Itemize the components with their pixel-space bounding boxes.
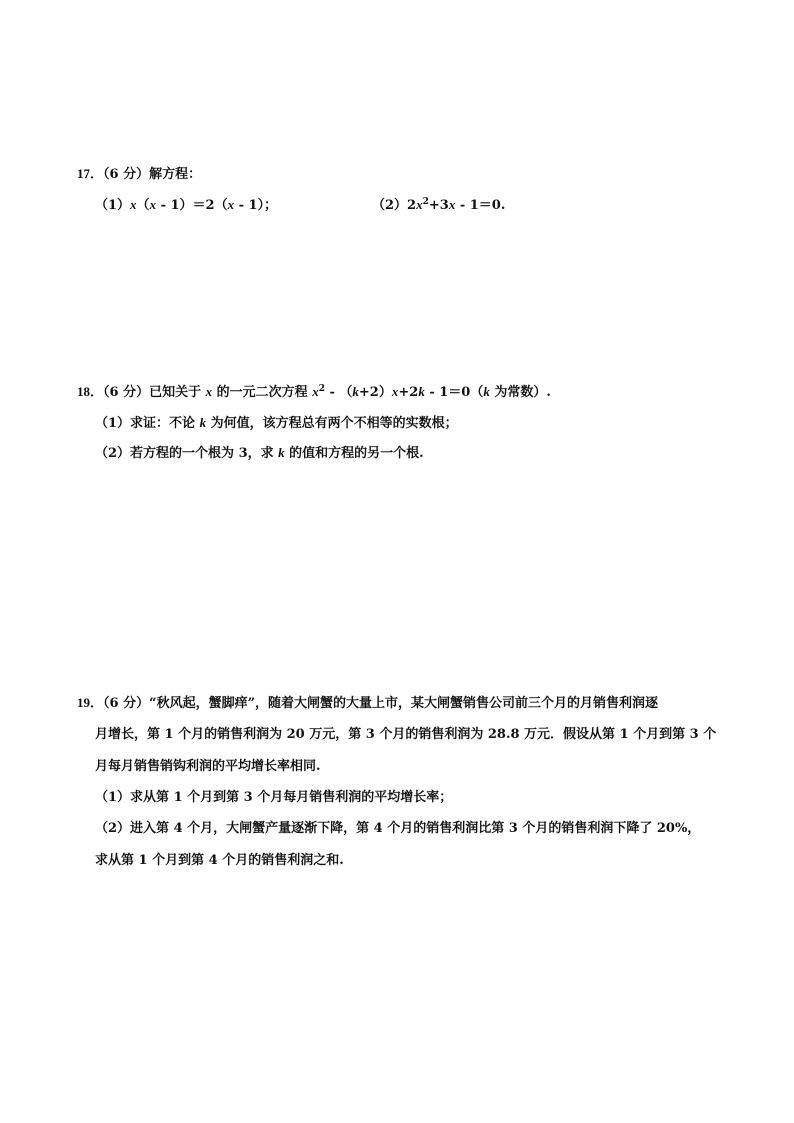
q17-part2-text: - 1＝0. — [455, 198, 506, 213]
q17-heading — [77, 165, 201, 184]
var-k: k — [418, 384, 425, 399]
q19-line2: 月增长，第 1 个月的销售利润为 20 万元，第 3 个月的销售利润为 28.8 万元．假设从第 1 个月到第 3 个 — [95, 727, 717, 742]
q17-part1-text: - 1）＝2（ — [156, 198, 228, 213]
q18-part1 — [95, 414, 458, 433]
var-x: x — [391, 384, 399, 399]
q18-part1-text: （1）求证：不论 — [95, 416, 200, 431]
var-x: x — [130, 197, 137, 212]
var-k: k — [278, 445, 285, 460]
q19-part2: （2）进入第 4 个月，大闸蟹产量逐渐下降，第 4 个月的销售利润比第 3 个月的销售利润下降了 20%， — [95, 821, 701, 836]
q19-line3: 月每月销售销钩利润的平均增长率相同. — [95, 759, 321, 774]
q17-part1-text: - 1）； — [234, 198, 278, 213]
q17-part2-text: +3 — [428, 198, 449, 213]
q17-score: （6 分） — [103, 167, 150, 182]
var-x: x — [448, 197, 456, 212]
q18-stem: 已知关于 — [149, 385, 206, 400]
var-x: x — [149, 197, 157, 212]
q17-part2-text: 2 — [407, 198, 417, 213]
q18-part2-text: 的值和方程的另一个根. — [284, 446, 424, 461]
q18-score: （6 分） — [103, 385, 150, 400]
q17-part1 — [95, 196, 277, 215]
var-x: x — [205, 384, 213, 399]
q19-number: 19． — [77, 695, 104, 710]
q19-part1: （1）求从第 1 个月到第 3 个月每月销售利润的平均增长率； — [95, 790, 453, 805]
var-k: k — [352, 384, 359, 399]
q19-score: （6 分） — [103, 696, 150, 711]
q18-stem: +2） — [358, 385, 392, 400]
q17-part1-label: （1） — [95, 198, 131, 213]
q18-part2 — [95, 444, 424, 463]
var-x: x — [416, 197, 423, 212]
q17-part2-label: （2） — [372, 198, 408, 213]
q18-number: 18． — [77, 384, 104, 399]
var-k: k — [199, 415, 207, 430]
q18-stem: - （ — [324, 385, 353, 400]
q18-part2-text: （2）若方程的一个根为 3，求 — [95, 446, 279, 461]
q17-title: 解方程： — [149, 167, 202, 182]
q18-stem: 为常数）. — [489, 385, 551, 400]
q19-heading — [77, 694, 658, 713]
exponent: 2 — [318, 384, 325, 394]
q17-part1-text: （ — [136, 198, 150, 213]
q18-heading — [77, 383, 551, 402]
q19-line1: “秋风起，蟹脚痒”，随着大闸蟹的大量上市，某大闸蟹销售公司前三个月的月销售利润逐 — [149, 696, 659, 711]
var-x: x — [227, 197, 235, 212]
var-x: x — [312, 384, 319, 399]
q18-stem: +2 — [398, 385, 419, 400]
q18-stem: 的一元二次方程 — [212, 385, 313, 400]
q18-stem: - 1＝0（ — [424, 385, 484, 400]
var-k: k — [483, 384, 490, 399]
q17-number: 17． — [77, 166, 104, 181]
q18-part1-text: 为何值，该方程总有两个不相等的实数根； — [206, 416, 458, 431]
q17-part2 — [372, 196, 505, 215]
q19-part2-continued: 求从第 1 个月到第 4 个月的销售利润之和. — [95, 853, 344, 868]
exponent: 2 — [422, 197, 429, 207]
